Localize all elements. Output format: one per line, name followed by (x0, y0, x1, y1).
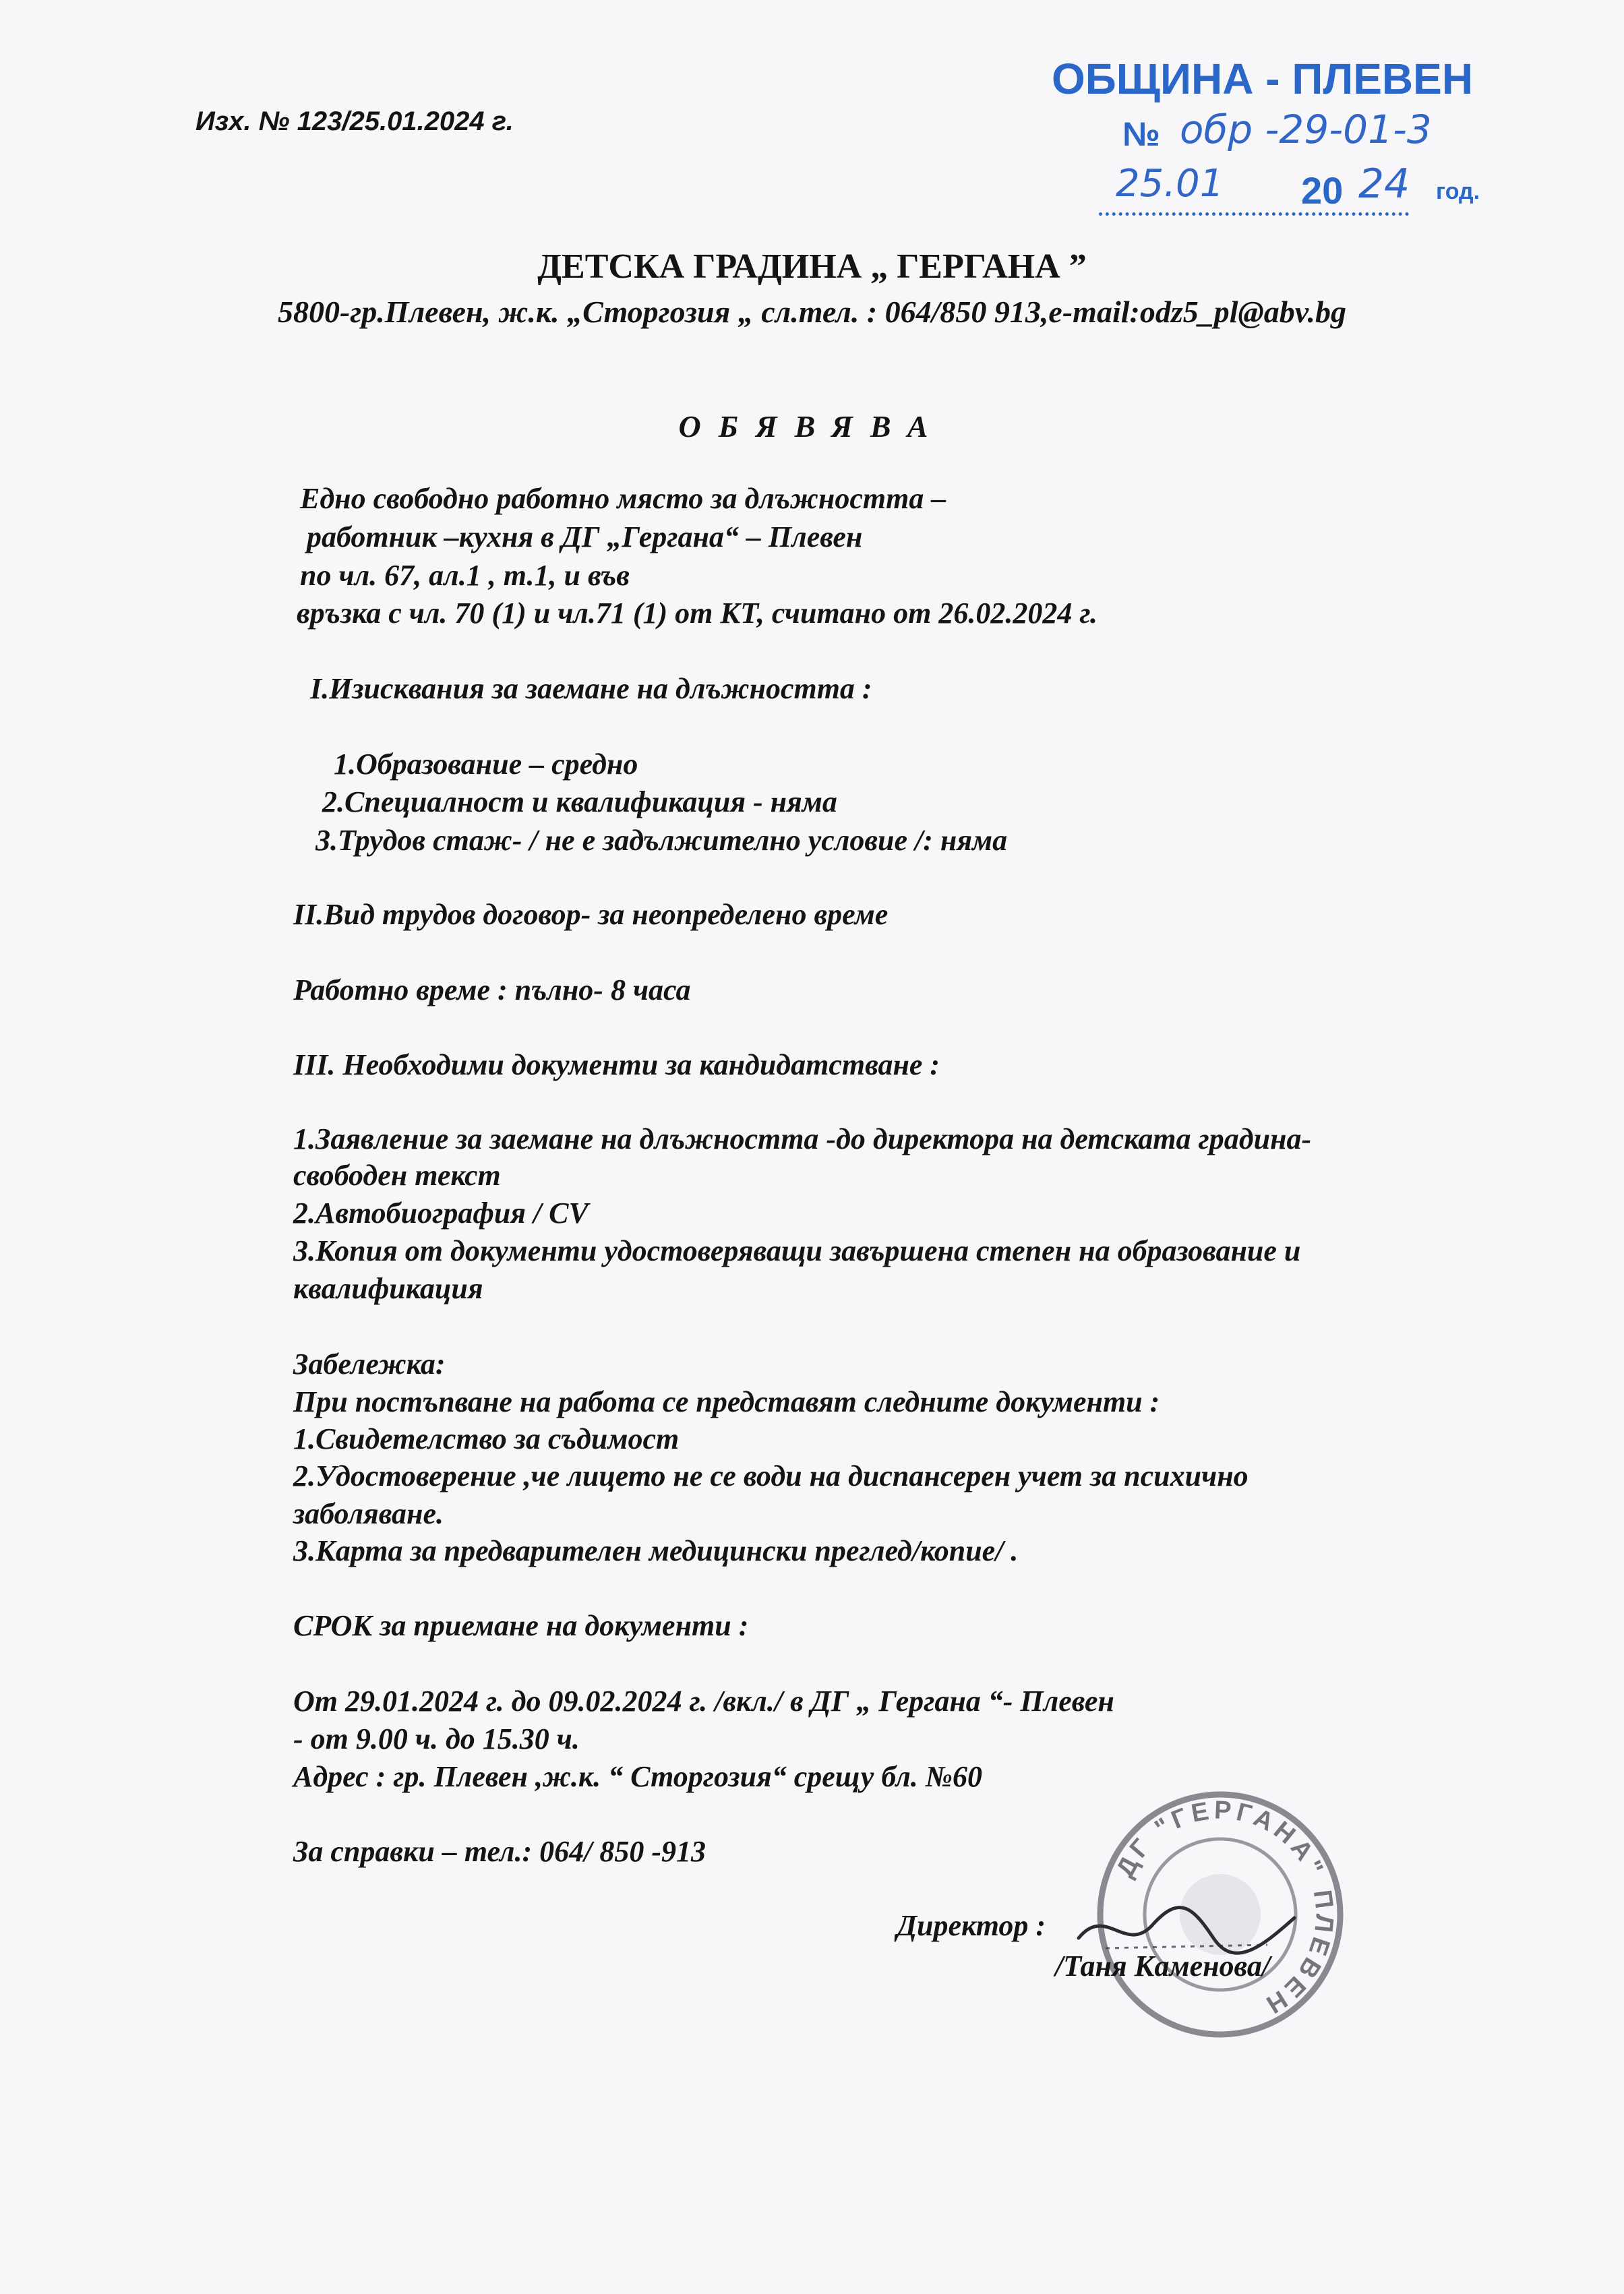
documents-line: 3.Копия от документи удостоверяващи завършена степен на образование и (293, 1234, 1301, 1267)
organization-name: ДЕТСКА ГРАДИНА „ ГЕРГАНА ” (537, 247, 1087, 286)
registration-year-unit: год. (1436, 179, 1480, 204)
documents-line: 1.Заявление за заемане на длъжността -до директора на детската градина- (293, 1122, 1312, 1155)
documents-line: свободен текст (293, 1159, 501, 1192)
position-line-3: по чл. 67, ал.1 , т.1, и във (300, 559, 630, 592)
registration-year-prefix: 20 (1301, 169, 1344, 212)
note-line: заболяване. (293, 1497, 444, 1530)
position-line-2: работник –кухня в ДГ „Гергана“ – Плевен (307, 520, 863, 553)
requirement-item: 3.Трудов стаж- / не е задължително условие /: няма (315, 824, 1008, 857)
note-line: 1.Свидетелство за съдимост (293, 1422, 680, 1455)
deadline-heading: СРОК за приемане на документи : (293, 1609, 749, 1642)
registration-number: обр -29-01-3 (1180, 107, 1432, 152)
note-line: 3.Карта за предварителен медицински преглед/копие/ . (293, 1534, 1019, 1567)
note-line: 2.Удостоверение ,че лицето не се води на диспансерен учет за психично (293, 1459, 1249, 1492)
contacts: За справки – тел.: 064/ 850 -913 (293, 1835, 706, 1868)
director-name: /Таня Каменова/ (1055, 1950, 1271, 1983)
document-title: ОБЯВЯВА (678, 409, 946, 444)
requirements-heading: I.Изисквания за заемане на длъжността : (310, 672, 872, 705)
registration-stamp-title: ОБЩИНА - ПЛЕВЕН (1052, 55, 1474, 103)
deadline-line: - от 9.00 ч. до 15.30 ч. (293, 1722, 580, 1755)
note-heading: Забележка: (293, 1348, 446, 1381)
contract-type: II.Вид трудов договор- за неопределено време (293, 898, 889, 931)
position-line-1: Едно свободно работно място за длъжността – (300, 482, 946, 515)
organization-address: 5800-гр.Плевен, ж.к. „Сторгозия „ сл.тел. : 064/850 913,e-mail:odz5_pl@abv.bg (277, 295, 1346, 329)
deadline-line: Адрес : гр. Плевен ,ж.к. “ Сторгозия“ срещу бл. №60 (293, 1760, 983, 1793)
requirement-item: 2.Специалност и квалификация - няма (322, 785, 837, 818)
seal-text: ДГ "ГЕРГАНА" ПЛЕВЕН (1111, 1796, 1339, 2021)
director-label: Директор : (897, 1909, 1046, 1942)
documents-line: 2.Автобиография / CV (293, 1197, 589, 1230)
documents-heading: III. Необходими документи за кандидатстване : (293, 1048, 940, 1081)
registration-stamp (998, 40, 1510, 216)
registration-number-label: № (1122, 115, 1160, 153)
documents-line: квалификация (293, 1272, 483, 1305)
deadline-line: От 29.01.2024 г. до 09.02.2024 г. /вкл./ в ДГ „ Гергана “- Плевен (293, 1685, 1114, 1718)
registration-date: 25.01 (1116, 162, 1224, 206)
outgoing-number: Изх. № 123/25.01.2024 г. (196, 107, 514, 136)
work-time: Работно време : пълно- 8 часа (293, 973, 691, 1006)
position-line-4: връзка с чл. 70 (1) и чл.71 (1) от КТ, считано от 26.02.2024 г. (297, 597, 1097, 630)
registration-year-suffix: 24 (1358, 160, 1410, 208)
requirement-item: 1.Образование – средно (334, 748, 638, 781)
registration-date-line (1099, 212, 1409, 216)
note-line: При постъпване на работа се представят следните документи : (293, 1385, 1160, 1418)
